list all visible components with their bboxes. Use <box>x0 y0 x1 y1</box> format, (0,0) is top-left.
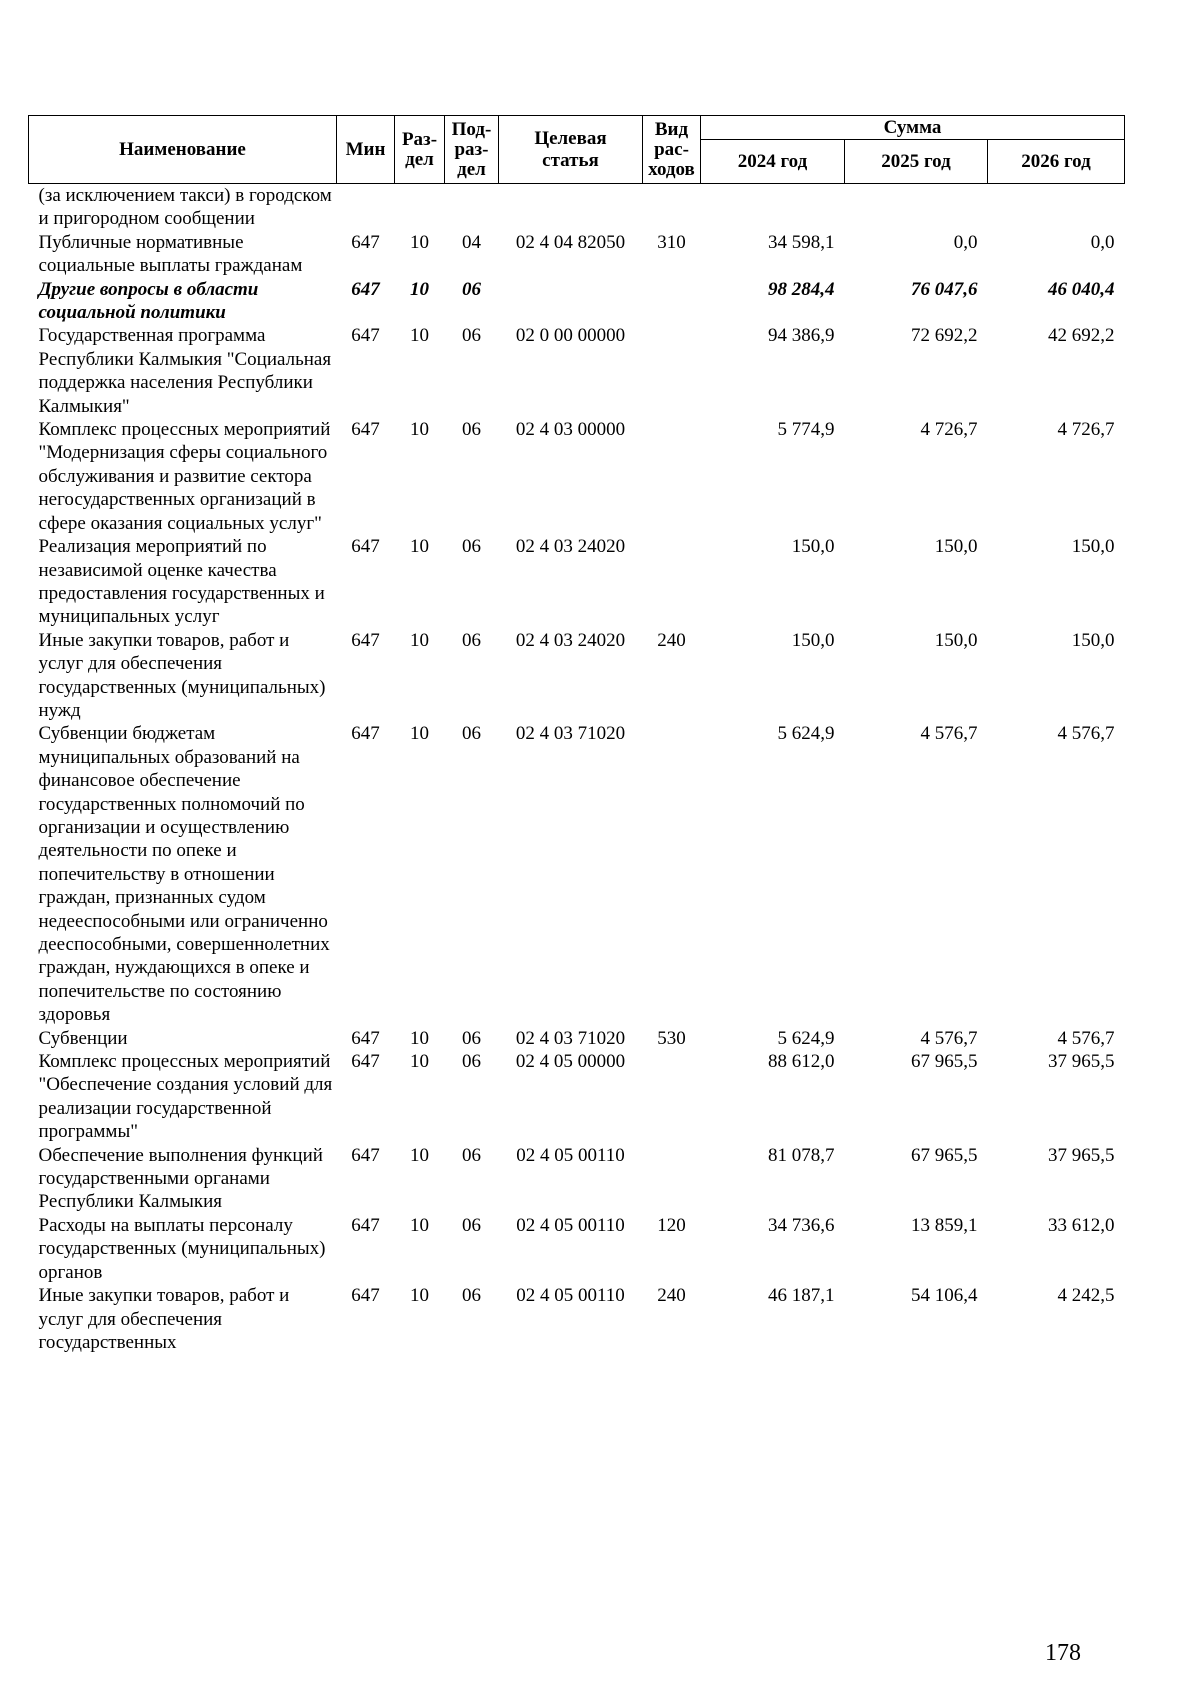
row-sum-2026 <box>988 184 1125 231</box>
row-podrazdel: 06 <box>462 419 481 441</box>
row-sum-2026: 150,0 <box>1071 629 1115 651</box>
header-vid: Вид рас- ходов <box>643 116 701 184</box>
row-vid <box>643 184 701 231</box>
table-row <box>29 324 1125 418</box>
row-sum-2024: 94 386,9 <box>768 325 835 347</box>
row-name: Другие вопросы в области социальной политики <box>38 278 259 324</box>
row-razdel <box>395 184 445 231</box>
row-name: Комплекс процессных мероприятий "Модернизация сферы социального обслуживания и развитие сектора негосударственных организаций в сфере оказания социальных услуг" <box>38 419 331 534</box>
row-sum-2026: 0,0 <box>1090 231 1115 253</box>
row-sum-2026: 4 726,7 <box>1057 419 1115 441</box>
row-sum-2024: 88 612,0 <box>768 1051 835 1073</box>
row-target: 02 4 03 00000 <box>515 419 626 441</box>
row-vid: 530 <box>657 1027 686 1049</box>
table-row <box>29 535 1125 629</box>
row-name: Субвенции <box>38 1027 128 1049</box>
row-razdel: 10 <box>410 419 429 441</box>
table-header <box>29 116 1125 184</box>
row-razdel: 10 <box>410 723 429 745</box>
row-razdel: 10 <box>410 1027 429 1049</box>
row-sum-2025: 4 576,7 <box>920 723 978 745</box>
row-sum-2025: 4 576,7 <box>920 1027 978 1049</box>
row-vid <box>643 418 701 535</box>
row-sum-2026: 4 242,5 <box>1057 1285 1115 1307</box>
row-min: 647 <box>351 1051 380 1073</box>
row-vid <box>643 722 701 1026</box>
table-row <box>29 1144 1125 1214</box>
row-podrazdel: 06 <box>462 1214 481 1236</box>
row-sum-2024: 5 624,9 <box>777 723 835 745</box>
row-target: 02 4 04 82050 <box>515 231 626 253</box>
table-row <box>29 231 1125 278</box>
row-name: Публичные нормативные социальные выплаты гражданам <box>38 231 303 277</box>
row-target: 02 4 05 00110 <box>516 1214 625 1236</box>
row-min: 647 <box>351 278 380 300</box>
row-min: 647 <box>351 1027 380 1049</box>
row-vid <box>643 278 701 325</box>
row-sum-2024: 81 078,7 <box>768 1144 835 1166</box>
table-row <box>29 418 1125 535</box>
header-podrazdel: Под- раз- дел <box>445 116 499 184</box>
row-target: 02 4 05 00000 <box>515 1051 626 1073</box>
row-razdel: 10 <box>410 278 429 300</box>
table-row <box>29 184 1125 231</box>
row-podrazdel: 06 <box>462 629 481 651</box>
row-razdel: 10 <box>410 1285 429 1307</box>
row-razdel: 10 <box>410 629 429 651</box>
row-vid <box>643 1144 701 1214</box>
row-name: Субвенции бюджетам муниципальных образований на финансовое обеспечение государственных полномочий по организации и осуществлению деятельности по опеке и попечительству в отношении граждан, признанных судом недееспособными или ограниченно дееспособными, совершеннолетних граждан, нуждающихся в опеке и попечительстве по состоянию здоровья <box>38 723 330 1026</box>
row-sum-2024: 150,0 <box>791 536 835 558</box>
row-sum-2024: 98 284,4 <box>768 278 835 300</box>
row-sum-2024: 46 187,1 <box>768 1285 835 1307</box>
row-razdel: 10 <box>410 325 429 347</box>
row-podrazdel: 06 <box>462 325 481 347</box>
row-sum-2026: 37 965,5 <box>1048 1144 1115 1166</box>
row-sum-2026: 4 576,7 <box>1057 723 1115 745</box>
table-row <box>29 1050 1125 1144</box>
row-target: 02 4 05 00110 <box>516 1144 625 1166</box>
row-podrazdel: 06 <box>462 1051 481 1073</box>
row-target <box>499 184 643 231</box>
row-podrazdel: 06 <box>462 536 481 558</box>
row-vid: 120 <box>657 1214 686 1236</box>
table-row <box>29 278 1125 325</box>
header-summa: Сумма <box>701 116 1125 140</box>
row-target: 02 4 03 71020 <box>515 1027 626 1049</box>
header-min: Мин <box>337 116 395 184</box>
row-sum-2025: 67 965,5 <box>911 1051 978 1073</box>
row-sum-2026: 150,0 <box>1071 536 1115 558</box>
table-body <box>29 184 1125 1355</box>
row-min: 647 <box>351 325 380 347</box>
row-target: 02 4 03 24020 <box>515 536 626 558</box>
row-sum-2025: 54 106,4 <box>911 1285 978 1307</box>
header-2024: 2024 год <box>701 140 845 184</box>
row-sum-2026: 37 965,5 <box>1048 1051 1115 1073</box>
row-sum-2024: 150,0 <box>791 629 835 651</box>
row-name: Иные закупки товаров, работ и услуг для обеспечения государственных (муниципальных) нужд <box>38 629 326 721</box>
row-sum-2024: 34 598,1 <box>768 231 835 253</box>
row-min: 647 <box>351 419 380 441</box>
row-sum-2025: 150,0 <box>934 536 978 558</box>
row-name: Реализация мероприятий по независимой оценке качества предоставления государственных и муниципальных услуг <box>38 536 325 628</box>
table-row <box>29 629 1125 723</box>
row-vid: 240 <box>657 629 686 651</box>
row-sum-2025: 0,0 <box>953 231 978 253</box>
row-target <box>499 278 643 325</box>
row-name: Государственная программа Республики Калмыкия "Социальная поддержка населения Республики Калмыкия" <box>38 325 332 417</box>
row-min: 647 <box>351 1214 380 1236</box>
row-podrazdel: 06 <box>462 278 481 300</box>
row-podrazdel: 06 <box>462 1285 481 1307</box>
row-sum-2024: 5 774,9 <box>777 419 835 441</box>
row-sum-2025: 67 965,5 <box>911 1144 978 1166</box>
row-name: (за исключением такси) в городском и пригородном сообщении <box>38 185 332 230</box>
row-target: 02 4 03 71020 <box>515 723 626 745</box>
row-podrazdel: 06 <box>462 723 481 745</box>
row-min: 647 <box>351 231 380 253</box>
table-row <box>29 1214 1125 1284</box>
row-razdel: 10 <box>410 1051 429 1073</box>
row-sum-2025: 76 047,6 <box>911 278 978 300</box>
row-sum-2024 <box>701 184 845 231</box>
header-razdel: Раз- дел <box>395 116 445 184</box>
row-sum-2026: 42 692,2 <box>1048 325 1115 347</box>
header-name: Наименование <box>29 116 337 184</box>
row-name: Обеспечение выполнения функций государственными органами Республики Калмыкия <box>38 1144 323 1213</box>
row-vid: 240 <box>657 1285 686 1307</box>
row-vid: 310 <box>657 231 686 253</box>
row-vid <box>643 535 701 629</box>
row-sum-2025: 13 859,1 <box>911 1214 978 1236</box>
row-sum-2025: 4 726,7 <box>920 419 978 441</box>
row-vid <box>643 1050 701 1144</box>
row-min: 647 <box>351 536 380 558</box>
row-podrazdel: 06 <box>462 1027 481 1049</box>
row-podrazdel <box>445 184 499 231</box>
table-row <box>29 1027 1125 1050</box>
row-sum-2024: 5 624,9 <box>777 1027 835 1049</box>
row-name: Иные закупки товаров, работ и услуг для обеспечения государственных <box>38 1285 290 1353</box>
row-sum-2024: 34 736,6 <box>768 1214 835 1236</box>
table-row <box>29 722 1125 1026</box>
row-razdel: 10 <box>410 1144 429 1166</box>
table-row <box>29 1284 1125 1354</box>
row-sum-2025 <box>845 184 988 231</box>
page-number: 178 <box>1045 1640 1081 1666</box>
row-razdel: 10 <box>410 231 429 253</box>
row-target: 02 4 05 00110 <box>516 1285 625 1307</box>
row-name: Комплекс процессных мероприятий "Обеспечение создания условий для реализации государственной программы" <box>38 1051 333 1143</box>
row-min: 647 <box>351 1285 380 1307</box>
row-sum-2025: 72 692,2 <box>911 325 978 347</box>
row-target: 02 4 03 24020 <box>515 629 626 651</box>
row-vid <box>643 324 701 418</box>
budget-table <box>28 115 1125 1354</box>
header-target: Целевая статья <box>499 116 643 184</box>
row-min: 647 <box>351 1144 380 1166</box>
header-2026: 2026 год <box>988 140 1125 184</box>
row-podrazdel: 04 <box>462 231 481 253</box>
row-sum-2026: 33 612,0 <box>1048 1214 1115 1236</box>
row-target: 02 0 00 00000 <box>515 325 626 347</box>
row-razdel: 10 <box>410 536 429 558</box>
header-2025: 2025 год <box>845 140 988 184</box>
row-podrazdel: 06 <box>462 1144 481 1166</box>
row-sum-2026: 46 040,4 <box>1048 278 1115 300</box>
row-razdel: 10 <box>410 1214 429 1236</box>
row-sum-2025: 150,0 <box>934 629 978 651</box>
row-sum-2026: 4 576,7 <box>1057 1027 1115 1049</box>
row-name: Расходы на выплаты персоналу государственных (муниципальных) органов <box>38 1214 326 1283</box>
row-min: 647 <box>351 723 380 745</box>
row-min <box>337 184 395 231</box>
row-min: 647 <box>351 629 380 651</box>
